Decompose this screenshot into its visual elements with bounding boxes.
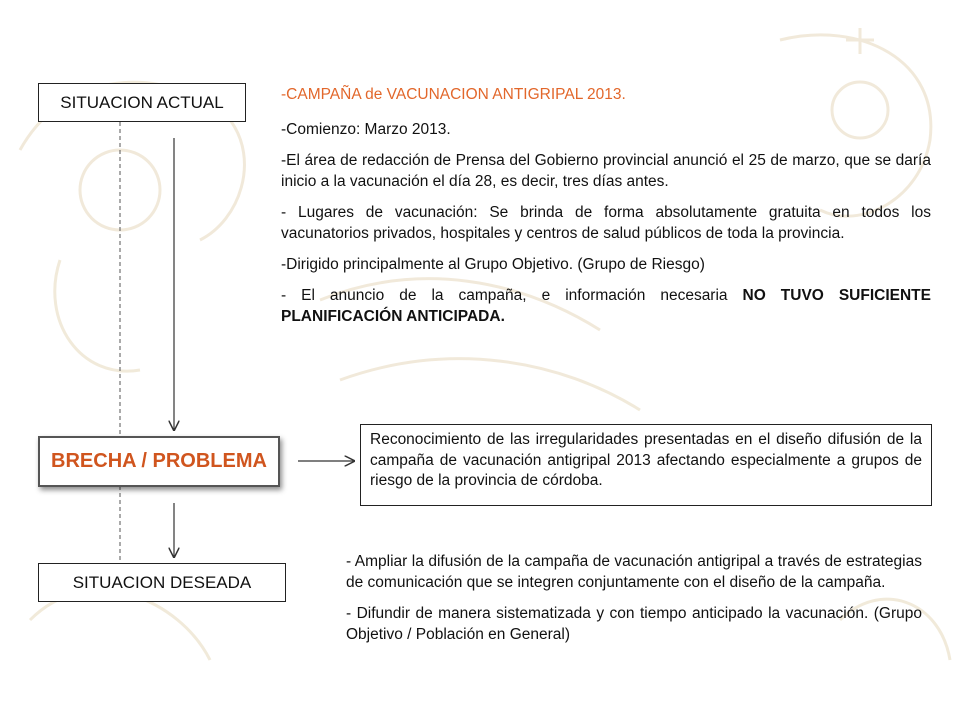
deseada-item-1: - Ampliar la difusión de la campaña de vacunación antigripal a través de estrategias de comunicación que se integren conjuntamente con el diseño de la campaña. <box>346 553 922 591</box>
situacion-deseada-label: SITUACION DESEADA <box>72 572 252 592</box>
problema-description-box <box>360 424 932 506</box>
brecha-problema-label: BRECHA / PROBLEMA <box>51 450 267 472</box>
campaign-title: -CAMPAÑA de VACUNACION ANTIGRIPAL 2013. <box>281 86 626 103</box>
situacion-actual-label: SITUACION ACTUAL <box>60 92 224 112</box>
problema-description: Reconocimiento de las irregularidades presentadas en el diseño difusión de la campaña de vacunación antigripal 2013 afectando especialmente a grupos de riesgo de la provincia de córdoba. <box>370 431 922 489</box>
anuncio-campana-prefix: - El anuncio de la campaña, e información necesaria <box>281 287 743 304</box>
dirigido-text: -Dirigido principalmente al Grupo Objetivo. (Grupo de Riesgo) <box>281 256 705 273</box>
situacion-deseada-text <box>346 551 922 655</box>
anuncio-campana-bold: NO TUVO SUFICIENTE PLANIFICACIÓN ANTICIPADA. <box>281 287 931 325</box>
deseada-item-2: - Difundir de manera sistematizada y con tiempo anticipado la vacunación. (Grupo Objetivo / Población en General) <box>346 605 922 643</box>
lugares-text: - Lugares de vacunación: Se brinda de forma absolutamente gratuita en todos los vacunatorios privados, hospitales y centros de salud públicos de toda la provincia. <box>281 204 931 242</box>
situacion-deseada-box <box>38 563 286 602</box>
anuncio-text: -El área de redacción de Prensa del Gobierno provincial anunció el 25 de marzo, que se daría inicio a la vacunación el día 28, es decir, tres días antes. <box>281 152 931 190</box>
situacion-actual-box <box>38 83 246 122</box>
situacion-actual-text <box>281 84 931 337</box>
anuncio-campana-text <box>281 285 931 327</box>
brecha-problema-box <box>38 436 280 487</box>
comienzo-text: -Comienzo: Marzo 2013. <box>281 121 451 138</box>
